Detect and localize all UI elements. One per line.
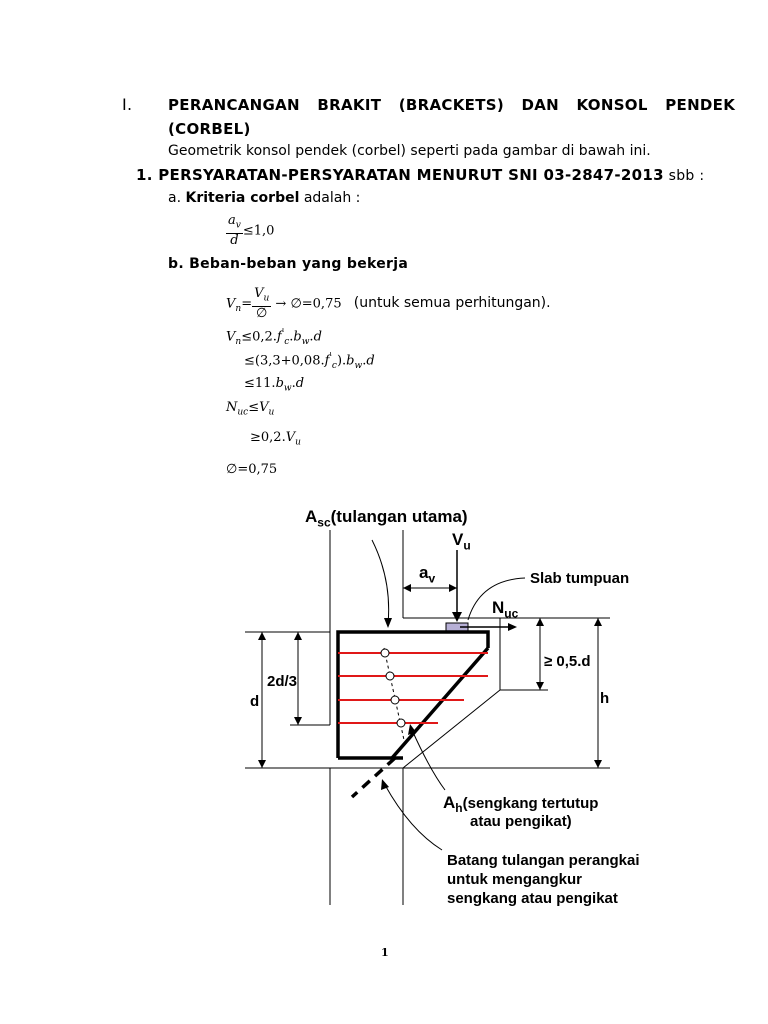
main-reinforcement-slope <box>392 648 488 758</box>
two-d3-label: 2d/3 <box>267 673 298 690</box>
item-b-heading: b. Beban-beban yang bekerja <box>168 256 409 272</box>
av-label: $a_v$ <box>419 563 436 586</box>
intro-text: Geometrik konsol pendek (corbel) seperti pada gambar di bawah ini. <box>168 143 651 159</box>
item-a-suffix: adalah : <box>299 190 361 206</box>
main-reinforcement <box>338 632 488 758</box>
vn-limit-3: $\le 11.b_w.d$ <box>244 376 305 394</box>
bar-label-2: untuk mengangkur <box>447 871 583 888</box>
vn-equation: $V_n=$ $\frac{V_u}{\emptyset}$ → ∅=0,75 (untuk semua perhitungan). <box>226 286 551 321</box>
vn-limit-1: $V_n\le 0,2.f'_c.b_w.d$ <box>226 328 322 347</box>
phi-value: ∅=0,75 <box>226 462 278 477</box>
bar-label-1: Batang tulangan perangkai <box>447 852 640 869</box>
ah-leader <box>412 730 445 790</box>
d-label: d <box>250 693 260 710</box>
item-a-label: Kriteria corbel <box>185 190 300 206</box>
section-title-line1: PERANCANGAN BRAKIT (BRACKETS) DAN KONSOL PENDEK <box>168 96 736 114</box>
vn-note: (untuk semua perhitungan). <box>353 295 551 312</box>
subsection-suffix: sbb : <box>663 168 705 184</box>
ah-label-line2: atau pengikat) <box>470 813 572 830</box>
h-label: h <box>600 690 610 707</box>
bar-label-3: sengkang atau pengikat <box>447 890 618 907</box>
criteria-value: ≤1,0 <box>242 223 275 239</box>
nuc-limit-1: $N_{uc}\le V_u$ <box>226 400 275 418</box>
section-title-line2: (CORBEL) <box>168 120 251 138</box>
nuc-limit-2: $\ge 0,2.V_u$ <box>250 430 301 448</box>
subsection-label: 1. PERSYARATAN-PERSYARATAN MENURUT SNI 03-2847-2013 <box>136 166 664 184</box>
criteria-equation: $\frac{a_v}{d}$ ≤1,0 <box>228 213 275 248</box>
page-number: 1 <box>381 946 389 959</box>
ge05d-label: ≥ 0,5.d <box>544 653 591 670</box>
ah-label: $A_h(sengkang$ tertutup <box>443 793 599 815</box>
asc-leader <box>372 540 389 624</box>
vn-phi: → ∅=0,75 <box>275 296 342 312</box>
vu-label: $V_u$ <box>452 530 471 553</box>
slab-label: Slab tumpuan <box>530 570 630 587</box>
vn-limit-2: $\le(3,3+0,08.f'_c).b_w.d$ <box>244 352 375 371</box>
nuc-label: $N_{uc}$ <box>492 598 519 621</box>
bar-circle-2 <box>386 672 394 680</box>
asc-label: $A_{sc}(tulangan$ utama) <box>305 507 468 530</box>
section-numeral: I. <box>122 95 133 114</box>
bar-circle-3 <box>391 696 399 704</box>
anchor-leader <box>385 785 442 850</box>
bar-circle-4 <box>397 719 405 727</box>
bar-circle-1 <box>381 649 389 657</box>
item-a-marker: a. <box>168 190 182 206</box>
